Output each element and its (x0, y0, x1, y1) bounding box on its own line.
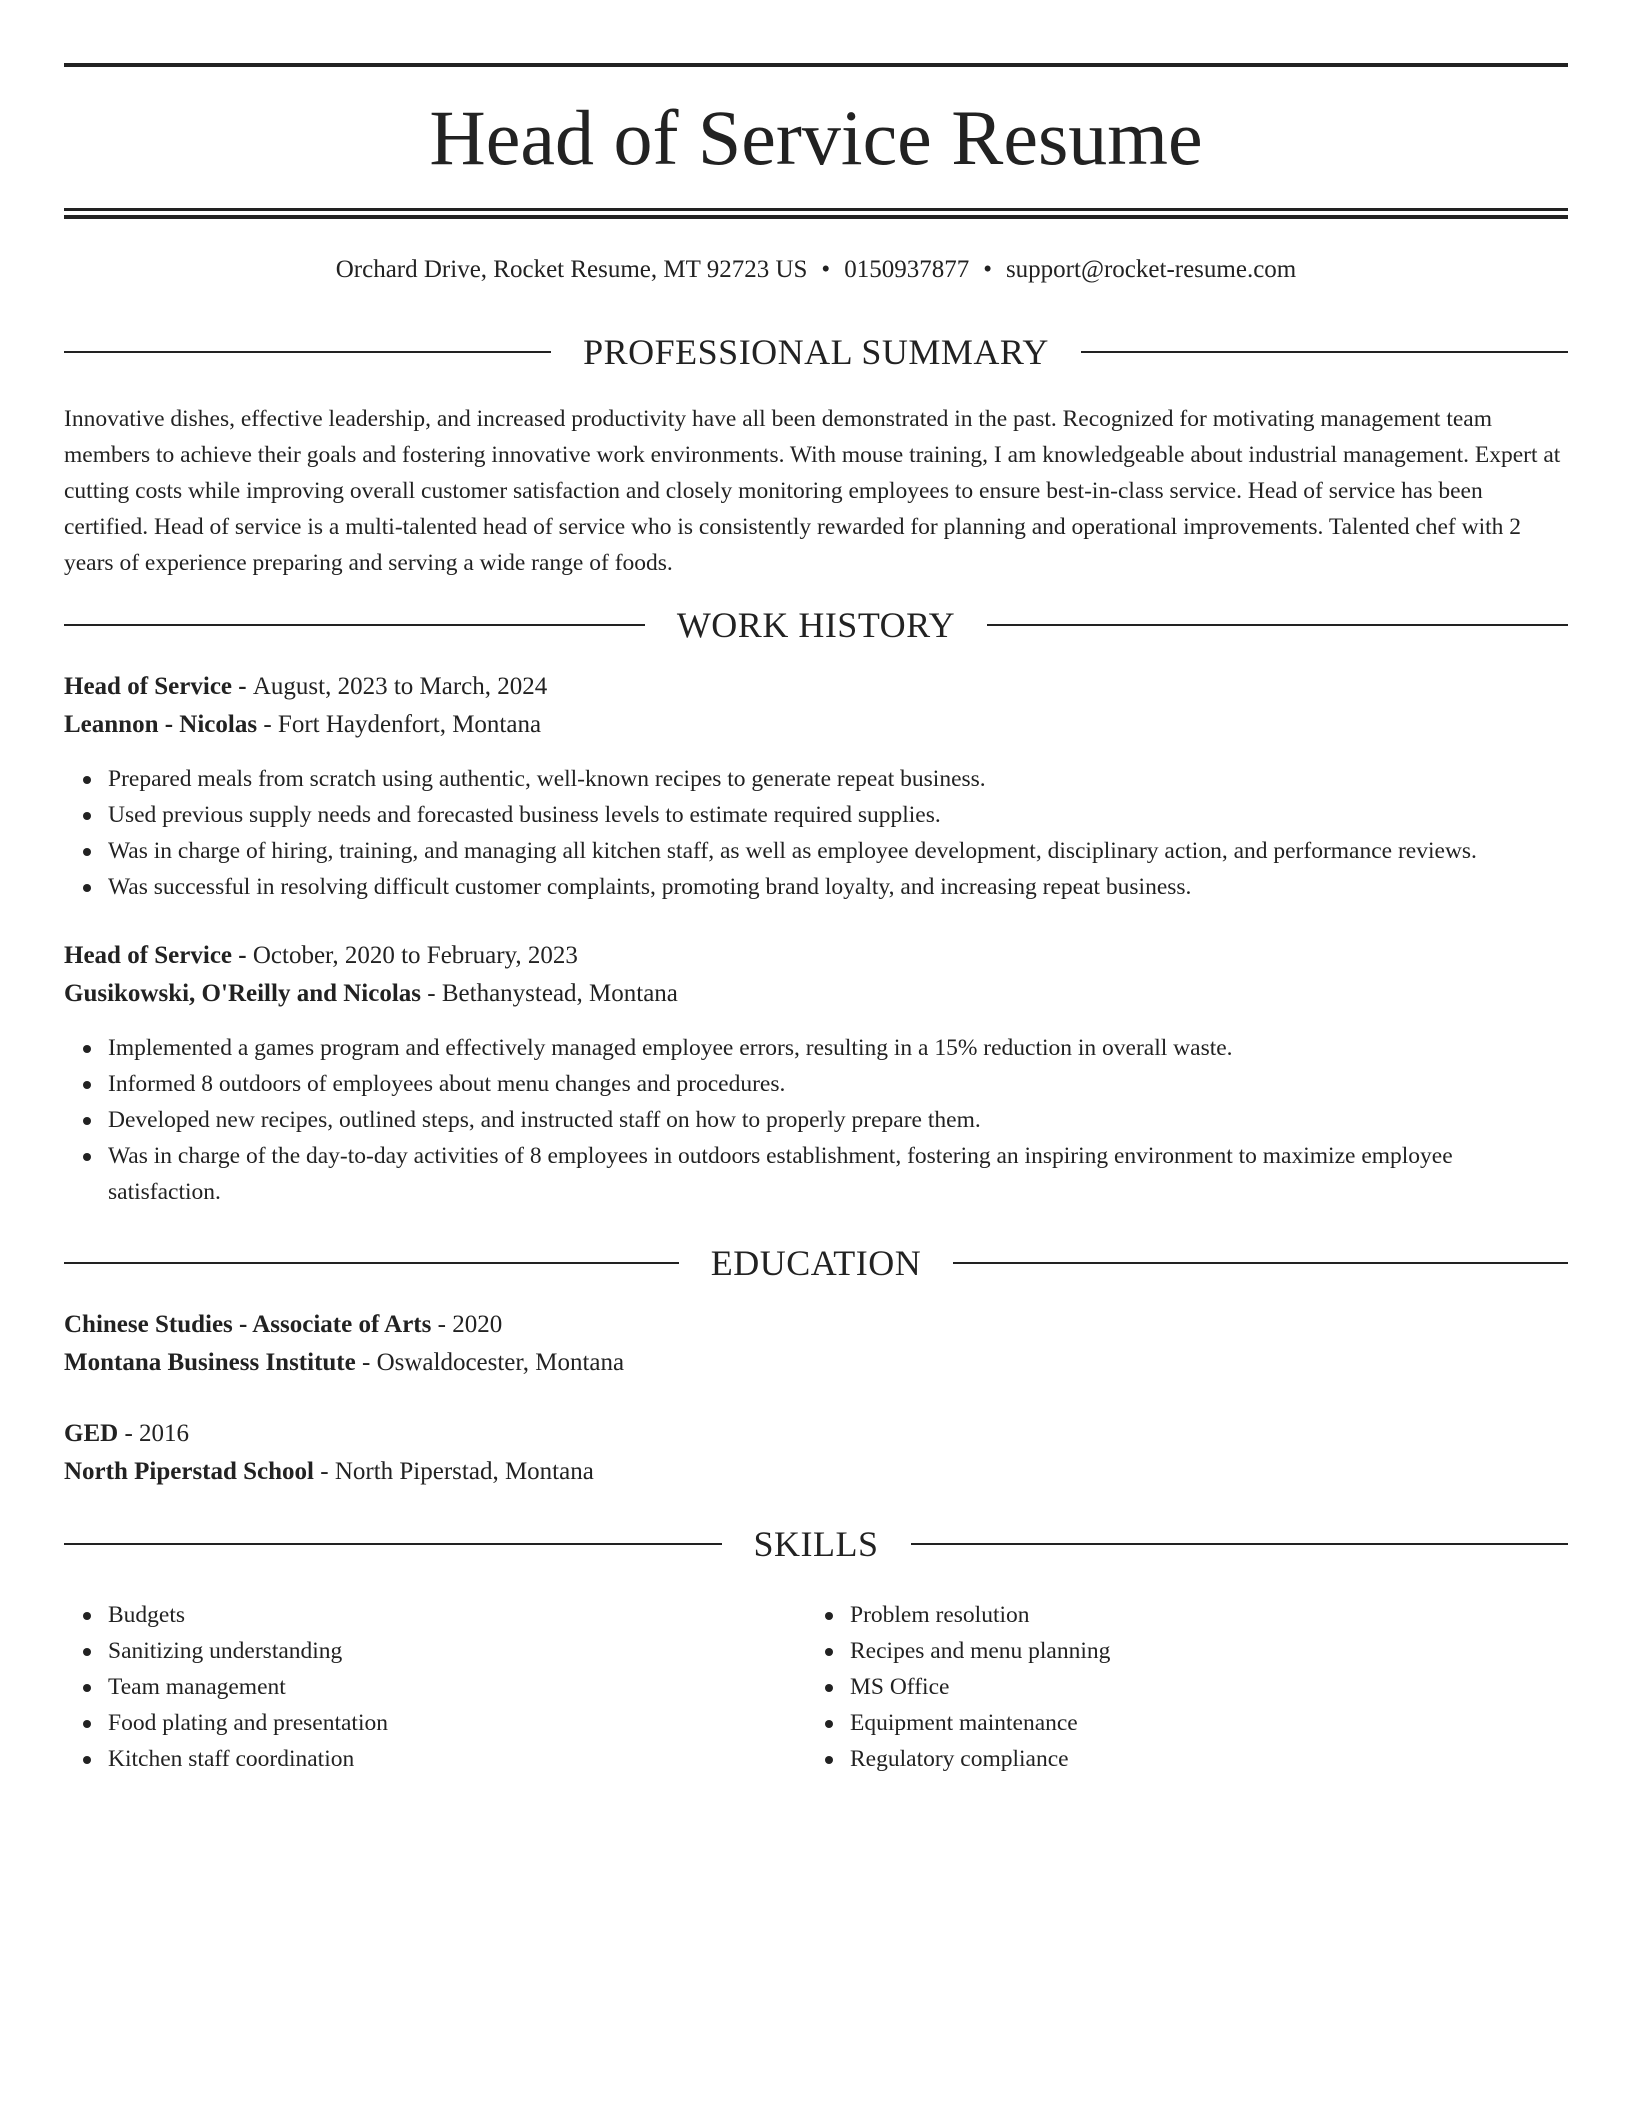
contact-separator: • (821, 256, 831, 283)
education-school-line (64, 1454, 1568, 1490)
skill-item: Recipes and menu planning (850, 1633, 1566, 1669)
section-heading-work (64, 605, 1568, 645)
education-school-line (64, 1345, 1568, 1381)
skill-item: MS Office (850, 1669, 1566, 1705)
title-double-rule-lower (64, 215, 1568, 219)
dash: - (355, 1349, 377, 1376)
contact-line (64, 252, 1568, 288)
job-company-line (64, 707, 1568, 743)
contact-phone: 0150937877 (844, 256, 970, 283)
heading-rule (64, 624, 645, 626)
skill-item: Budgets (108, 1597, 804, 1633)
dash: - (421, 980, 442, 1007)
skill-item: Regulatory compliance (850, 1741, 1566, 1777)
skill-item: Kitchen staff coordination (108, 1741, 804, 1777)
education-year: 2020 (452, 1311, 503, 1338)
contact-email: support@rocket-resume.com (1005, 256, 1297, 283)
section-heading-label: SKILLS (753, 1524, 879, 1564)
summary-paragraph: Innovative dishes, effective leadership, and increased productivity have all been demonstrated in the past. Recognized for motivating management team members to achieve their goals and fostering innovative work environments. With mouse training, I am knowledgeable about industrial management. Expert at cutting costs while improving overall customer satisfaction and closely monitoring employees to ensure best-in-class service. Head of service has been certified. Head of service is a multi-talented head of service who is consistently rewarded for planning and operational improvements. Talented chef with 2 years of experience preparing and serving a wide range of foods. (64, 406, 1561, 576)
heading-rule (64, 1262, 679, 1264)
dash: - (118, 1420, 140, 1447)
job-location: Fort Haydenfort, Montana (277, 711, 542, 738)
skills-list-right (806, 1597, 1566, 1777)
skill-item: Equipment maintenance (850, 1705, 1566, 1741)
job-company: Gusikowski, O'Reilly and Nicolas (64, 980, 422, 1007)
education-location: North Piperstad, Montana (334, 1458, 594, 1485)
dash: - (314, 1458, 335, 1485)
job-dates: October, 2020 to February, 2023 (252, 942, 578, 969)
education-location: Oswaldocester, Montana (376, 1349, 625, 1376)
job-bullet: Was in charge of the day-to-day activities of 8 employees in outdoors establishment, fostering an inspiring environment to maximize employee satisfaction. (108, 1138, 1568, 1210)
skills-list-left (64, 1597, 804, 1777)
dash: - (257, 711, 278, 738)
section-heading-skills (64, 1524, 1568, 1564)
job-bullet: Implemented a games program and effectively managed employee errors, resulting in a 15% reduction in overall waste. (108, 1030, 1568, 1066)
job-title-line (64, 669, 1568, 705)
contact-separator: • (983, 256, 992, 283)
heading-rule (64, 351, 551, 353)
section-heading-summary (64, 332, 1568, 372)
contact-address: Orchard Drive, Rocket Resume, MT 92723 US (335, 256, 808, 283)
heading-rule (911, 1543, 1569, 1545)
education-degree: GED (64, 1420, 119, 1447)
job-company-line (64, 976, 1568, 1012)
education-degree-line (64, 1307, 1568, 1343)
job-title-line (64, 938, 1568, 974)
skill-item: Team management (108, 1669, 804, 1705)
top-rule (64, 63, 1568, 67)
section-heading-education (64, 1243, 1568, 1283)
heading-rule (953, 1262, 1568, 1264)
education-degree-line (64, 1416, 1568, 1452)
skill-item: Problem resolution (850, 1597, 1566, 1633)
heading-rule (1081, 351, 1568, 353)
education-school: North Piperstad School (64, 1458, 314, 1485)
job-bullet: Informed 8 outdoors of employees about menu changes and procedures. (108, 1066, 1568, 1102)
section-heading-label: PROFESSIONAL SUMMARY (583, 332, 1049, 372)
job-bullets (64, 1030, 1568, 1210)
education-year: 2016 (139, 1420, 190, 1447)
skill-item: Sanitizing understanding (108, 1633, 804, 1669)
section-heading-label: EDUCATION (710, 1243, 922, 1283)
title-double-rule-upper (64, 208, 1568, 211)
dash: - (431, 1311, 453, 1338)
job-role: Head of Service (64, 942, 233, 969)
heading-rule (64, 1543, 722, 1545)
job-company: Leannon - Nicolas (64, 711, 258, 738)
job-bullet: Prepared meals from scratch using authentic, well-known recipes to generate repeat business. (108, 761, 1568, 797)
heading-rule (987, 624, 1568, 626)
job-location: Bethanystead, Montana (441, 980, 678, 1007)
job-bullet: Was in charge of hiring, training, and managing all kitchen staff, as well as employee development, disciplinary action, and performance reviews. (108, 833, 1568, 869)
job-bullet: Developed new recipes, outlined steps, and instructed staff on how to properly prepare them. (108, 1102, 1568, 1138)
dash: - (232, 673, 253, 700)
dash: - (232, 942, 253, 969)
job-bullets (64, 761, 1568, 905)
resume-title: Head of Service Resume (429, 94, 1203, 181)
education-degree: Chinese Studies - Associate of Arts (64, 1311, 432, 1338)
job-role: Head of Service (64, 673, 233, 700)
job-bullet: Was successful in resolving difficult customer complaints, promoting brand loyalty, and increasing repeat business. (108, 869, 1568, 905)
skill-item: Food plating and presentation (108, 1705, 804, 1741)
job-bullet: Used previous supply needs and forecasted business levels to estimate required supplies. (108, 797, 1568, 833)
education-school: Montana Business Institute (64, 1349, 356, 1376)
section-heading-label: WORK HISTORY (676, 605, 956, 645)
job-dates: August, 2023 to March, 2024 (252, 673, 548, 700)
